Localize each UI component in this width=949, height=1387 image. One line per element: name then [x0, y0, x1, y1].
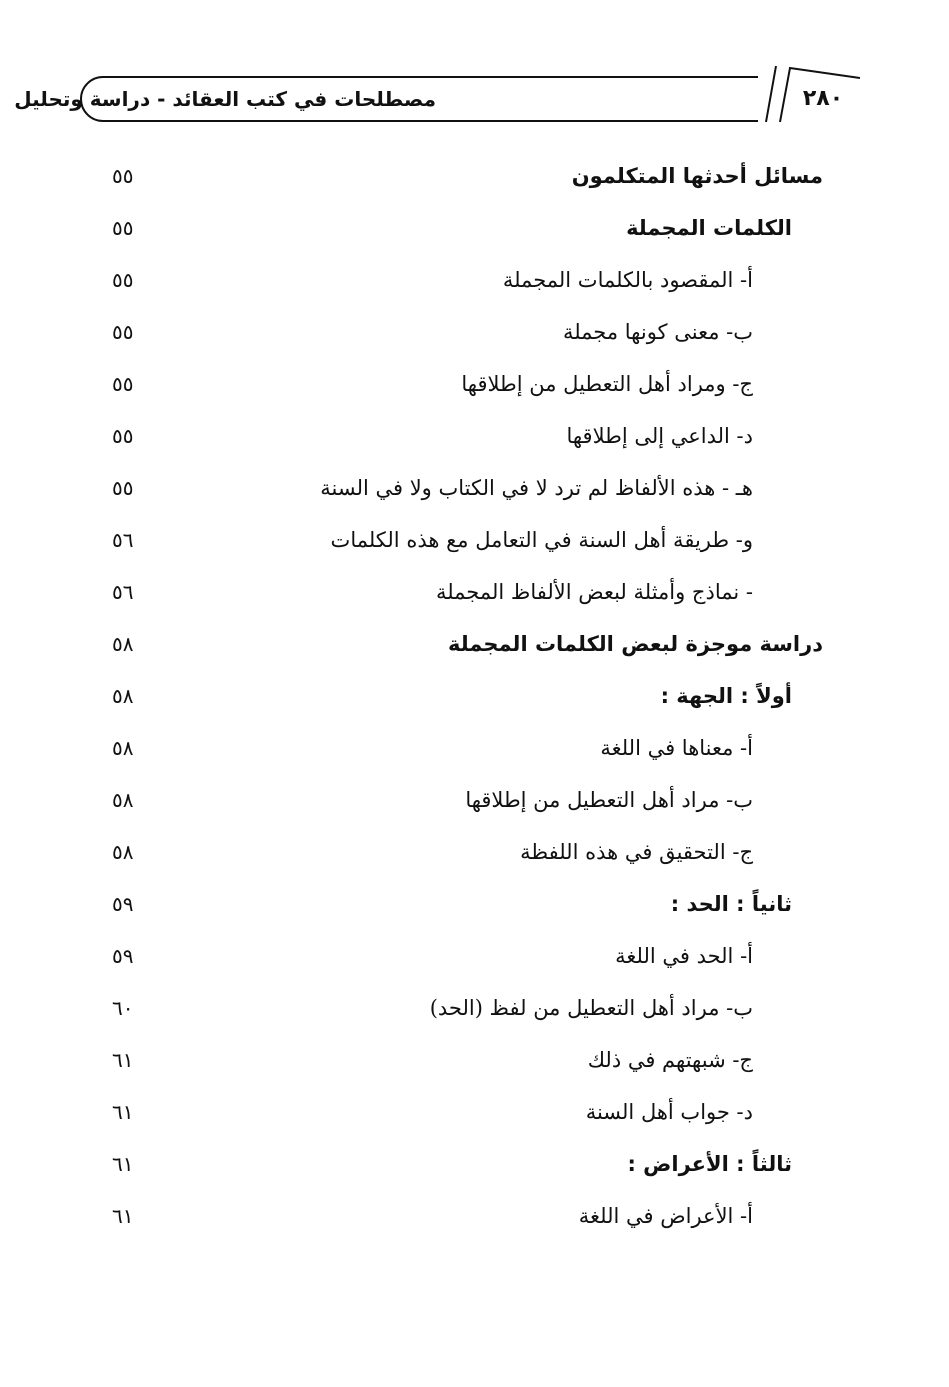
running-header-title: مصطلحات في كتب العقائد - دراسة وتحليل [14, 87, 436, 111]
toc-page-number: ٥٥ [112, 372, 134, 396]
toc-entry: أ- الحد في اللغة [615, 944, 753, 968]
toc-entry: أ- الأعراض في اللغة [578, 1204, 753, 1228]
toc-entry: و- طريقة أهل السنة في التعامل مع هذه الكلمات [330, 528, 753, 552]
toc-row [0, 358, 949, 410]
toc-entry: الكلمات المجملة [626, 216, 792, 240]
toc-page-number: ٥٦ [112, 528, 134, 552]
toc-page-number: ٦٠ [112, 996, 134, 1020]
toc-page-number: ٥٨ [112, 788, 134, 812]
toc-entry: أ- المقصود بالكلمات المجملة [502, 268, 753, 292]
toc-entry: ثانياً : الحد : [670, 892, 792, 916]
toc-page-number: ٥٨ [112, 684, 134, 708]
toc-entry: د- جواب أهل السنة [585, 1100, 753, 1124]
toc-page-number: ٥٨ [112, 632, 134, 656]
toc-row [0, 722, 949, 774]
toc-entry: ثالثاً : الأعراض : [627, 1152, 792, 1176]
toc-entry: أولاً : الجهة : [660, 684, 792, 708]
toc-entry: ج- ومراد أهل التعطيل من إطلاقها [461, 372, 753, 396]
toc-row [0, 982, 949, 1034]
toc-entry: د- الداعي إلى إطلاقها [566, 424, 753, 448]
toc-page-number: ٦١ [112, 1152, 134, 1176]
toc-row [0, 1138, 949, 1190]
toc-page-number: ٥٨ [112, 736, 134, 760]
toc-row [0, 826, 949, 878]
toc-row [0, 1034, 949, 1086]
toc-page-number: ٥٩ [112, 892, 134, 916]
toc-row [0, 514, 949, 566]
toc-entry: - نماذج وأمثلة لبعض الألفاظ المجملة [435, 580, 753, 604]
toc-row [0, 566, 949, 618]
toc-page-number: ٦١ [112, 1048, 134, 1072]
toc-entry: دراسة موجزة لبعض الكلمات المجملة [447, 632, 823, 656]
toc-page-number: ٥٥ [112, 216, 134, 240]
toc-row [0, 774, 949, 826]
toc-row [0, 878, 949, 930]
toc-entry: أ- معناها في اللغة [600, 736, 753, 760]
toc-entry: ب- معنى كونها مجملة [562, 320, 753, 344]
page-number: ٢٨٠ [802, 86, 844, 111]
toc-page-number: ٥٨ [112, 840, 134, 864]
toc-row [0, 618, 949, 670]
toc-row [0, 202, 949, 254]
toc-row [0, 462, 949, 514]
toc-row [0, 670, 949, 722]
toc-row [0, 306, 949, 358]
toc-row [0, 930, 949, 982]
toc-row [0, 410, 949, 462]
toc-page-number: ٦١ [112, 1204, 134, 1228]
toc-row [0, 254, 949, 306]
toc-entry: ج- شبهتهم في ذلك [587, 1048, 753, 1072]
toc-page-number: ٥٥ [112, 476, 134, 500]
toc-row [0, 1190, 949, 1242]
toc-entry: ج- التحقيق في هذه اللفظة [520, 840, 753, 864]
toc-row [0, 1086, 949, 1138]
toc-page-number: ٥٥ [112, 320, 134, 344]
toc-entry: مسائل أحدثها المتكلمون [571, 164, 823, 188]
toc-entry: ب- مراد أهل التعطيل من لفظ (الحد) [429, 996, 753, 1020]
toc-page-number: ٥٥ [112, 424, 134, 448]
toc-entry: ب- مراد أهل التعطيل من إطلاقها [465, 788, 753, 812]
toc-entry: هـ - هذه الألفاظ لم ترد لا في الكتاب ولا في السنة [320, 476, 753, 500]
toc-page-number: ٥٩ [112, 944, 134, 968]
toc-page-number: ٥٥ [112, 268, 134, 292]
toc-page-number: ٥٥ [112, 164, 134, 188]
toc-page-number: ٥٦ [112, 580, 134, 604]
toc-page-number: ٦١ [112, 1100, 134, 1124]
toc-row [0, 150, 949, 202]
